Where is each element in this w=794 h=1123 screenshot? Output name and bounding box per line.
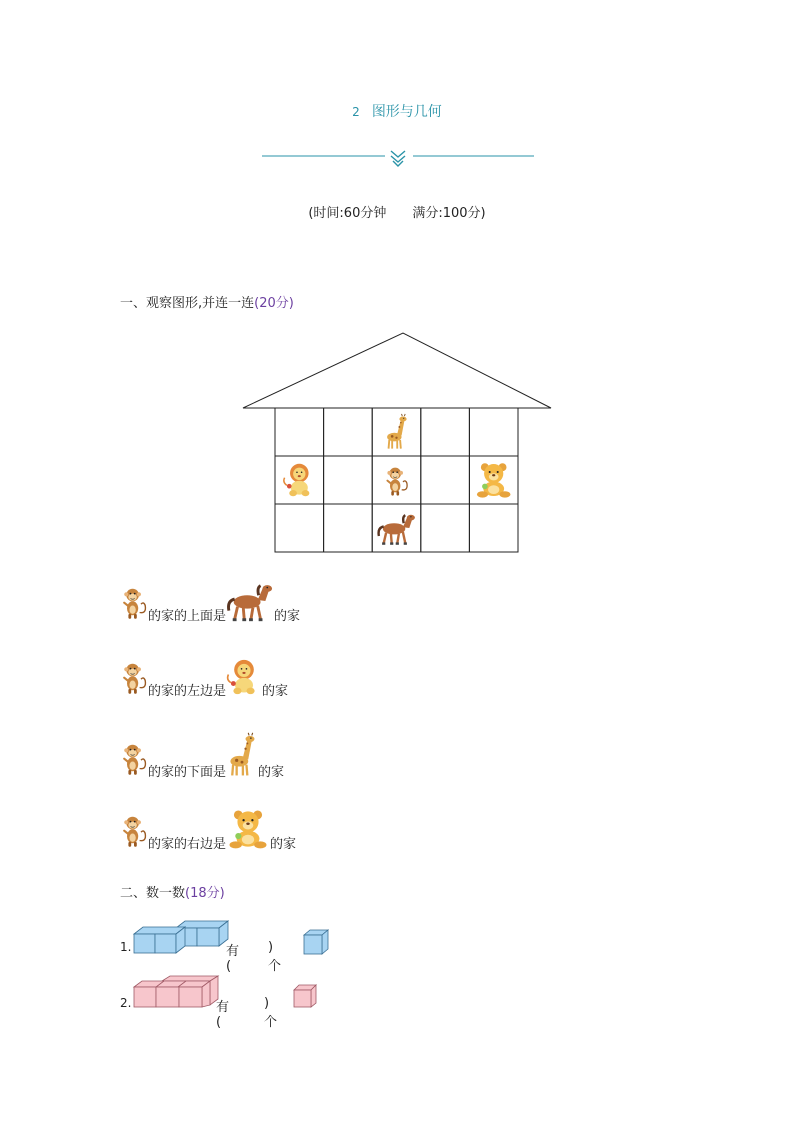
question-text: 的家的左边是 (148, 684, 227, 699)
item-index: 2. (120, 996, 132, 1010)
horse-icon (379, 515, 415, 545)
blue-cube-stack-icon (132, 920, 232, 958)
grid-cell (421, 456, 470, 504)
question-row-right (120, 806, 296, 852)
section-1-score: (20分) (254, 296, 294, 311)
item-has-label: 有( (216, 1000, 230, 1030)
horse-icon (226, 578, 274, 624)
grid-cell (324, 408, 373, 456)
bear-icon (477, 463, 511, 497)
question-row-above (120, 578, 300, 624)
grid-cell (421, 408, 470, 456)
section-1-heading (120, 292, 294, 311)
lion-icon (226, 655, 262, 699)
item-count-label: )个 (268, 940, 282, 974)
item-count-label: )个 (264, 996, 278, 1030)
grid-cell (372, 408, 421, 456)
monkey-icon (387, 468, 407, 496)
question-text: 的家的下面是 (148, 765, 227, 780)
giraffe-icon (226, 730, 258, 780)
question-row-left (120, 655, 288, 699)
grid-cell (324, 504, 373, 552)
time-limit: (时间:60分钟 (308, 206, 387, 221)
grid-cell (469, 504, 518, 552)
grid-cell (275, 504, 324, 552)
item-index: 1. (120, 940, 132, 954)
question-row-below (120, 730, 284, 780)
grid-cell (469, 408, 518, 456)
grid-cell (275, 408, 324, 456)
monkey-icon (120, 580, 148, 624)
exam-meta (0, 202, 794, 221)
question-suffix: 的家 (274, 609, 301, 624)
monkey-icon (120, 655, 148, 699)
section-1-title: 一、观察图形,并连一连 (120, 296, 255, 311)
question-suffix: 的家 (270, 837, 297, 852)
lion-icon (284, 464, 310, 496)
bear-icon (226, 806, 270, 852)
pink-cube-stack-icon (132, 975, 224, 1011)
house-roof (243, 333, 551, 408)
house-grid (275, 408, 518, 552)
chapter-title: 图形与几何 (371, 104, 442, 120)
full-score: 满分:100分) (412, 206, 486, 221)
question-text: 的家的右边是 (148, 837, 227, 852)
grid-cell (324, 456, 373, 504)
section-2-heading (120, 882, 225, 901)
question-suffix: 的家 (262, 684, 289, 699)
monkey-icon (120, 808, 148, 852)
double-chevron-down-icon (391, 151, 405, 166)
item-has-label: 有( (226, 944, 240, 974)
title-divider (260, 147, 536, 171)
question-text: 的家的上面是 (148, 609, 227, 624)
blue-cube-icon (302, 928, 330, 956)
chapter-number: 2 (352, 105, 360, 119)
section-2-title: 二、数一数 (120, 886, 186, 901)
section-2-score: (18分) (185, 886, 225, 901)
monkey-icon (120, 736, 148, 780)
house-diagram (240, 330, 554, 556)
question-suffix: 的家 (258, 765, 285, 780)
giraffe-icon (387, 414, 407, 449)
pink-cube-icon (292, 983, 318, 1009)
page-title (0, 101, 794, 121)
grid-cell (421, 504, 470, 552)
